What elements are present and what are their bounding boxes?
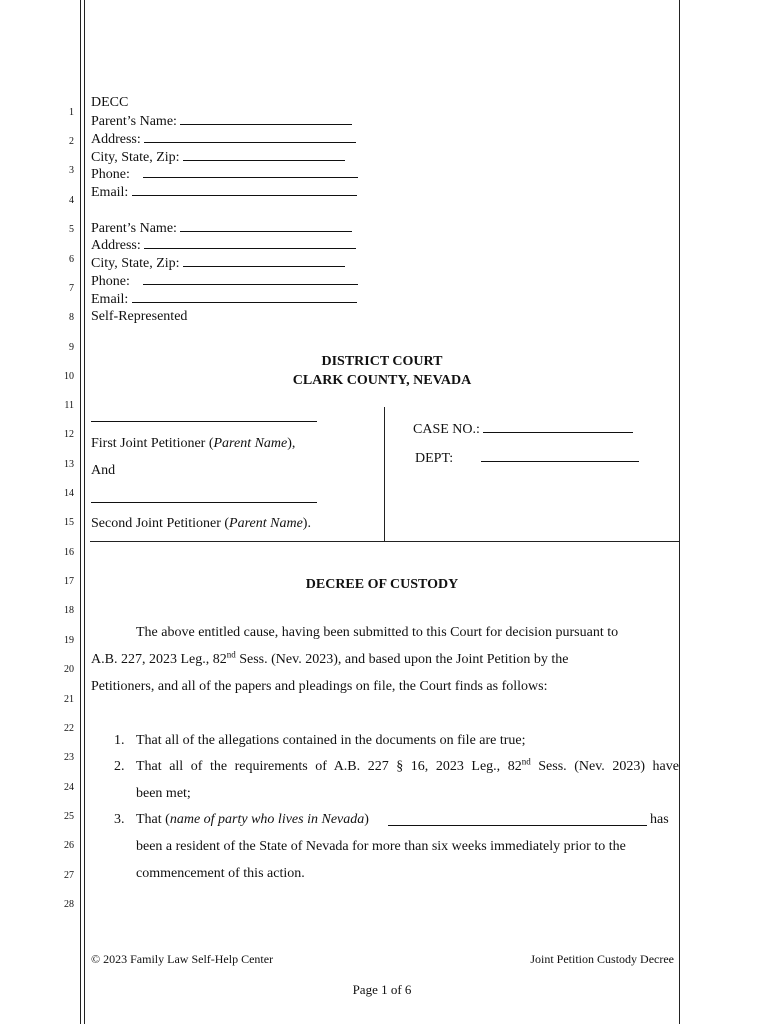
body-p1-line1: The above entitled cause, having been submitted to this Court for decision pursuant to (136, 625, 619, 640)
line-number: 23 (64, 752, 74, 763)
parent1-email-label: Email: (91, 185, 129, 200)
line-number: 15 (64, 517, 74, 528)
parent2-name-label: Parent’s Name: (91, 221, 177, 236)
line-number: 26 (64, 840, 74, 851)
parent2-name-row (91, 220, 352, 237)
line-number: 21 (64, 694, 74, 705)
line-number: 8 (69, 312, 74, 323)
parent1-email-field[interactable] (132, 184, 357, 196)
first-petitioner-name-field[interactable] (91, 421, 317, 422)
parent2-name-field[interactable] (180, 220, 352, 232)
line-number: 16 (64, 547, 74, 558)
page-number: Page 1 of 6 (352, 982, 412, 997)
item3-name-field[interactable] (388, 825, 647, 826)
left-margin-rule-outer (80, 0, 81, 1024)
parent1-name-row (91, 113, 352, 130)
line-number: 18 (64, 605, 74, 616)
line-number: 5 (69, 224, 74, 235)
second-petitioner-label: Second Joint Petitioner (Parent Name). (91, 516, 311, 531)
first-petitioner-label: First Joint Petitioner (Parent Name), (91, 436, 296, 451)
document-title: DECREE OF CUSTODY (305, 577, 459, 592)
self-represented-label: Self-Represented (91, 309, 188, 324)
line-number: 1 (69, 107, 74, 118)
parent2-city-field[interactable] (183, 255, 345, 267)
item3-text: That (name of party who lives in Nevada) (136, 812, 369, 827)
item3-number: 3. (114, 812, 125, 827)
item2-text: That all of the requirements of A.B. 227 § 16, 2023 Leg., 82nd Sess. (Nev. 2023) have (136, 756, 679, 774)
line-number: 2 (69, 136, 74, 147)
footer-document-name: Joint Petition Custody Decree (530, 952, 674, 966)
line-number: 24 (64, 782, 74, 793)
parent1-address-label: Address: (91, 132, 141, 147)
court-county: CLARK COUNTY, NEVADA (292, 373, 472, 388)
parent1-address-field[interactable] (144, 131, 356, 143)
line-number: 10 (64, 371, 74, 382)
case-number-row (413, 421, 633, 438)
line-number: 25 (64, 811, 74, 822)
item1-text: That all of the allegations contained in the documents on file are true; (136, 733, 526, 748)
line-number: 28 (64, 899, 74, 910)
parent1-city-row (91, 149, 345, 166)
line-number: 27 (64, 870, 74, 881)
line-number: 13 (64, 459, 74, 470)
parent2-phone-row (91, 273, 358, 290)
parent2-email-row (91, 291, 357, 308)
parent1-city-field[interactable] (183, 149, 345, 161)
line-number: 12 (64, 429, 74, 440)
parent1-phone-field[interactable] (143, 166, 358, 178)
parent2-address-row (91, 237, 356, 254)
parent2-phone-field[interactable] (143, 273, 358, 285)
line-number: 20 (64, 664, 74, 675)
footer-copyright: © 2023 Family Law Self-Help Center (91, 952, 274, 966)
parent2-phone-label: Phone: (91, 274, 130, 289)
item3-text-line3: commencement of this action. (136, 866, 305, 881)
line-number: 6 (69, 254, 74, 265)
case-number-label: CASE NO.: (413, 422, 480, 437)
line-number: 14 (64, 488, 74, 499)
item2-number: 2. (114, 759, 125, 774)
line-number: 3 (69, 165, 74, 176)
dept-label: DEPT: (415, 451, 454, 466)
parent2-email-field[interactable] (132, 291, 357, 303)
parent1-name-field[interactable] (180, 113, 352, 125)
case-code: DECC (91, 95, 129, 110)
parent1-city-label: City, State, Zip: (91, 150, 180, 165)
item2-text-line2: been met; (136, 786, 191, 801)
parent2-address-label: Address: (91, 238, 141, 253)
caption-divider (384, 407, 385, 541)
right-margin-rule (679, 0, 680, 1024)
caption-bottom-rule (90, 541, 679, 542)
parent2-city-row (91, 255, 345, 272)
parent2-address-field[interactable] (144, 237, 356, 249)
and-label: And (91, 463, 116, 478)
case-number-field[interactable] (483, 421, 633, 433)
parent1-address-row (91, 131, 356, 148)
second-petitioner-name-field[interactable] (91, 502, 317, 503)
parent2-email-label: Email: (91, 292, 129, 307)
line-number: 4 (69, 195, 74, 206)
body-p1-line3: Petitioners, and all of the papers and pleadings on file, the Court finds as follows: (91, 679, 548, 694)
line-number: 17 (64, 576, 74, 587)
left-margin-rule-inner (84, 0, 85, 1024)
line-number: 11 (64, 400, 74, 411)
dept-field[interactable] (481, 450, 639, 462)
dept-row (415, 450, 639, 467)
item1-number: 1. (114, 733, 125, 748)
body-p1-line2: A.B. 227, 2023 Leg., 82nd Sess. (Nev. 2023), and based upon the Joint Petition by the (91, 649, 569, 667)
parent1-email-row (91, 184, 357, 201)
court-name: DISTRICT COURT (321, 354, 443, 369)
parent1-name-label: Parent’s Name: (91, 114, 177, 129)
item3-text-line2: been a resident of the State of Nevada for more than six weeks immediately prior to the (136, 839, 626, 854)
item3-text-end: has (650, 812, 669, 827)
parent1-phone-label: Phone: (91, 167, 130, 182)
parent1-phone-row (91, 166, 358, 183)
line-number: 19 (64, 635, 74, 646)
line-number: 7 (69, 283, 74, 294)
line-number: 9 (69, 342, 74, 353)
parent2-city-label: City, State, Zip: (91, 256, 180, 271)
line-number: 22 (64, 723, 74, 734)
